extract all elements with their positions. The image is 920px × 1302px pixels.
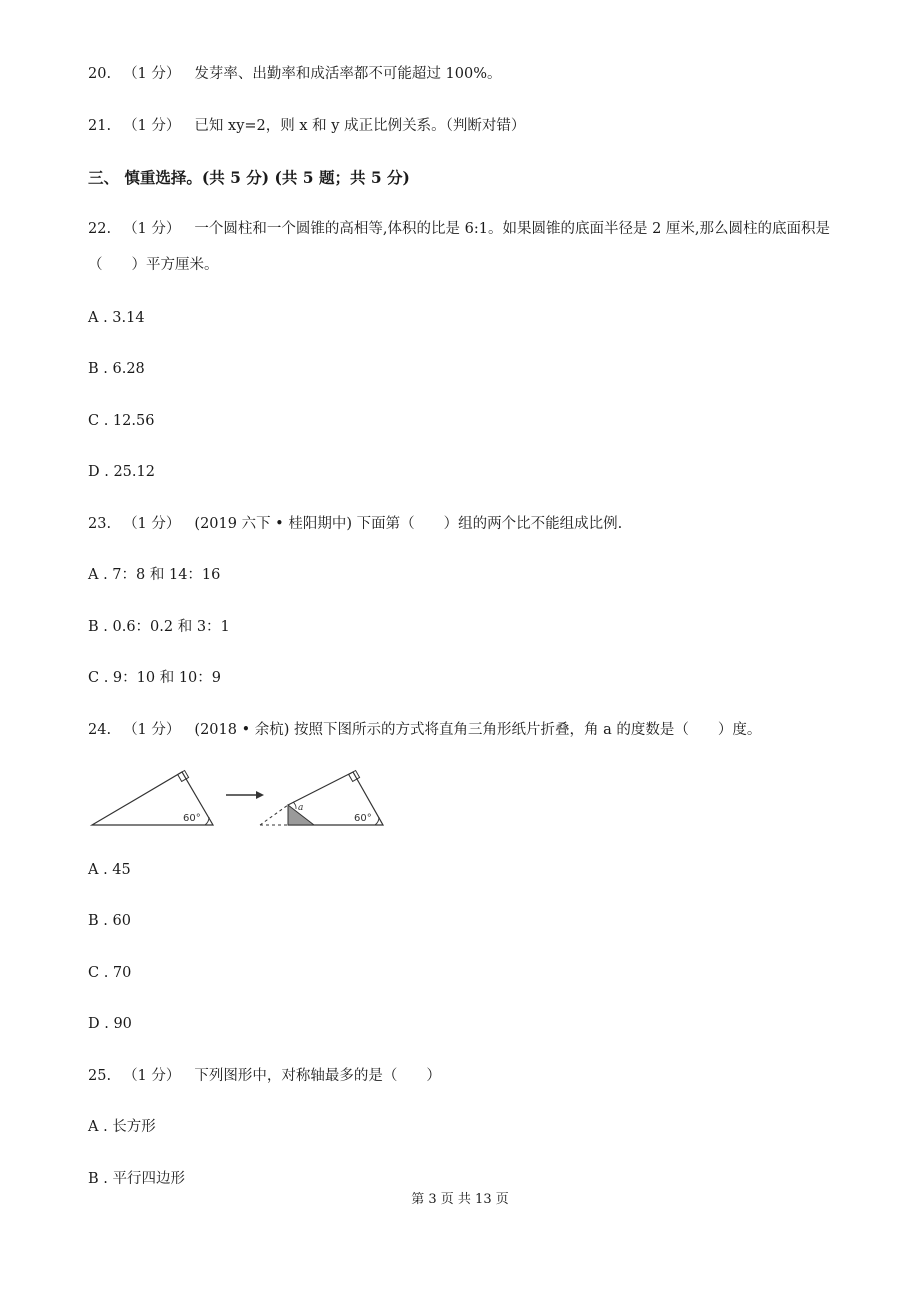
question-number: 22.: [88, 221, 112, 237]
option-c[interactable]: C . 70: [88, 965, 132, 981]
angle-arc: [293, 802, 296, 809]
page-footer: 第 3 页 共 13 页: [411, 1192, 509, 1207]
question-22: [88, 211, 868, 283]
option-b[interactable]: B . 6.28: [88, 361, 145, 377]
option-a[interactable]: A . 45: [88, 862, 131, 878]
angle-a-label: a: [298, 803, 304, 813]
question-text: (2018 • 余杭) 按照下图所示的方式将直角三角形纸片折叠，角 a 的度数是（ ）度。: [194, 722, 762, 738]
question-23: [88, 514, 622, 534]
option-c[interactable]: C . 12.56: [88, 413, 155, 429]
question-20: [88, 64, 501, 84]
option-d[interactable]: D . 90: [88, 1016, 132, 1032]
question-number: 23.: [88, 516, 112, 532]
triangle-fold-diagram: [88, 764, 388, 830]
angle-label: 60°: [183, 813, 201, 824]
question-score: （1 分）: [123, 516, 181, 532]
question-text: 一个圆柱和一个圆锥的高相等,体积的比是 6:1。如果圆锥的底面半径是 2 厘米,那么圆柱的底面积是（ ）平方厘米。: [88, 221, 831, 273]
option-b[interactable]: B . 60: [88, 913, 131, 929]
question-25: [88, 1066, 441, 1086]
arrow-icon: [256, 791, 264, 799]
question-text: 下列图形中，对称轴最多的是（ ）: [194, 1068, 441, 1084]
option-a[interactable]: A . 7：8 和 14：16: [88, 567, 221, 583]
angle-arc: [375, 817, 379, 825]
question-21: [88, 116, 525, 136]
option-a[interactable]: A . 3.14: [88, 310, 145, 326]
question-number: 24.: [88, 722, 112, 738]
question-number: 21.: [88, 118, 112, 134]
section-heading: 三、 慎重选择。(共 5 分) (共 5 题；共 5 分): [88, 168, 410, 187]
triangle-fold-figure: [88, 764, 388, 834]
question-score: （1 分）: [123, 118, 181, 134]
option-b[interactable]: B . 平行四边形: [88, 1171, 185, 1187]
question-number: 20.: [88, 66, 112, 82]
question-score: （1 分）: [123, 66, 181, 82]
question-text: (2019 六下 • 桂阳期中) 下面第（ ）组的两个比不能组成比例.: [194, 516, 623, 532]
question-text: 已知 xy=2，则 x 和 y 成正比例关系。（判断对错）: [194, 118, 526, 134]
question-text: 发芽率、出勤率和成活率都不可能超过 100%。: [194, 66, 502, 82]
fold-dashed-line: [260, 805, 288, 825]
angle-label: 60°: [354, 813, 372, 824]
question-score: （1 分）: [123, 221, 181, 237]
option-a[interactable]: A . 长方形: [88, 1119, 156, 1135]
question-score: （1 分）: [123, 1068, 181, 1084]
question-number: 25.: [88, 1068, 112, 1084]
option-b[interactable]: B . 0.6：0.2 和 3：1: [88, 619, 230, 635]
option-d[interactable]: D . 25.12: [88, 464, 155, 480]
question-24: [88, 720, 761, 740]
option-c[interactable]: C . 9：10 和 10：9: [88, 670, 221, 686]
question-score: （1 分）: [123, 722, 181, 738]
